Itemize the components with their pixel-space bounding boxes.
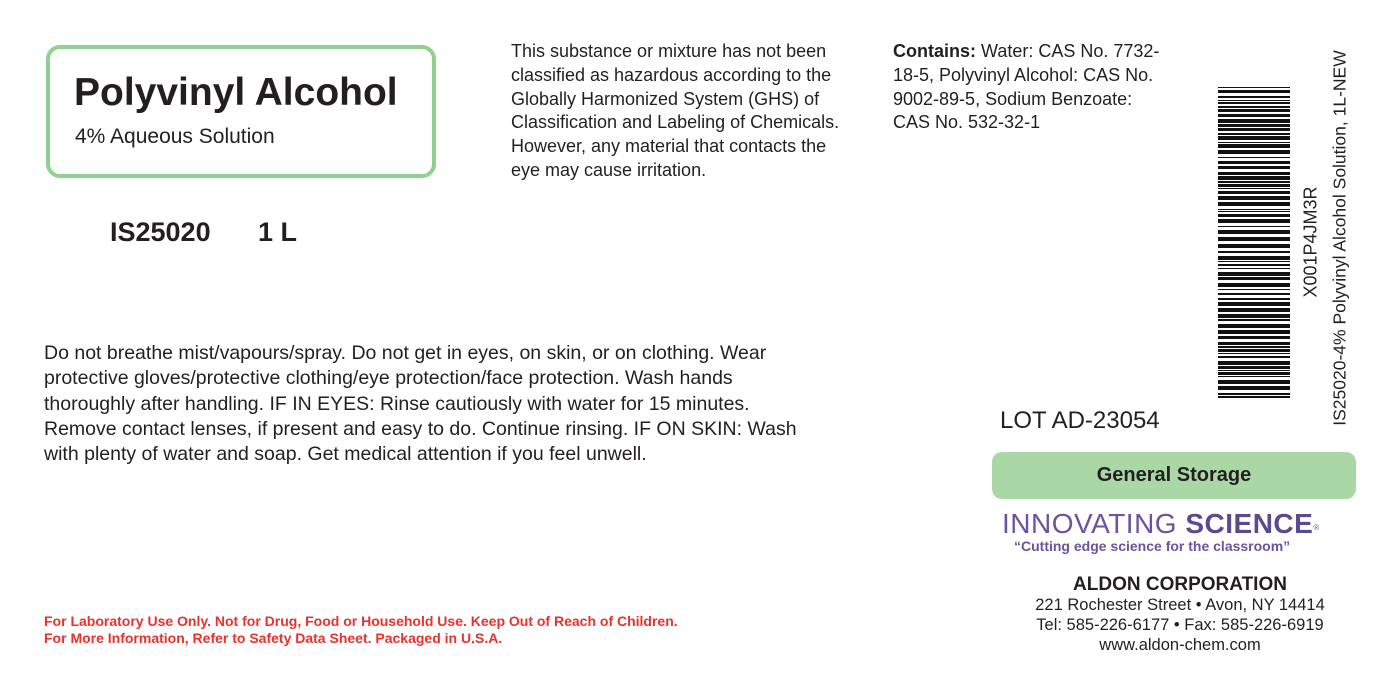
barcode-bar [1218,336,1290,339]
barcode-bar [1218,324,1290,328]
barcode-bar [1218,346,1290,348]
barcode-bar [1218,372,1290,375]
barcode-bar [1218,302,1290,306]
barcode-bar [1218,102,1290,104]
barcode-bar [1218,380,1290,384]
barcode-bar [1218,353,1290,354]
barcode-bar [1218,142,1290,143]
barcode-bar [1218,176,1290,180]
barcode-bar [1218,96,1290,98]
storage-badge: General Storage [992,452,1356,499]
barcode-bar [1218,90,1290,93]
barcode-bar [1218,136,1290,140]
contains-label: Contains: [893,41,976,61]
brand-tagline: “Cutting edge science for the classroom” [1014,538,1291,554]
barcode-bar [1218,150,1290,154]
barcode-bar [1218,166,1290,169]
product-title-box [46,45,436,178]
barcode-bar [1218,133,1290,135]
barcode-bar [1218,100,1290,101]
barcode-bar [1218,366,1290,369]
volume: 1 L [258,217,298,247]
company-name: ALDON CORPORATION [1073,574,1287,595]
brand-logo [1002,508,1320,540]
footer-warning-line-2: For More Information, Refer to Safety Data Sheet. Packaged in U.S.A. [44,630,503,646]
barcode-bar [1218,119,1290,123]
company-address: 221 Rochester Street • Avon, NY 14414 [1035,596,1325,614]
barcode-bar [1218,157,1290,158]
barcode-bar [1218,144,1290,148]
barcode-id: X001P4JM3R [1300,186,1321,298]
brand-word-1: INNOVATING [1002,508,1178,539]
barcode-bar [1218,393,1290,395]
brand-word-2: SCIENCE [1185,508,1314,539]
lot-number: LOT AD-23054 [1000,407,1160,434]
footer-warning [44,613,834,647]
barcode-bar [1218,124,1290,127]
fba-label: IS25020-4% Polyvinyl Alcohol Solution, 1L-NEW [1329,49,1350,426]
barcode-bar [1218,376,1290,377]
barcode-bar [1218,342,1290,345]
contains-text: Water: CAS No. 7732-18-5, Polyvinyl Alcohol: CAS No. 9002-89-5, Sodium Benzoate: CAS No. 532-32-1 [893,41,1160,133]
barcode-bar [1218,109,1290,112]
footer-warning-line-1: For Laboratory Use Only. Not for Drug, Food or Household Use. Keep Out of Reach of Children. [44,613,678,629]
contains-statement [893,40,1173,135]
barcode-bar [1218,161,1290,164]
company-info [1000,575,1360,655]
ghs-statement: This substance or mixture has not been classified as hazardous according to the Globally Harmonized System (GHS) of Classification and Labeling of Chemicals. However, any material that contacts the eye may cause irritation. [511,41,840,180]
product-subtitle: 4% Aqueous Solution [75,125,275,148]
barcode-bar [1218,128,1290,131]
barcode-bar [1218,330,1290,334]
company-phone: Tel: 585-226-6177 • Fax: 585-226-6919 [1036,616,1324,634]
catalog-number: IS25020 [110,217,211,247]
barcode-bar [1218,172,1290,175]
precautionary-statements: Do not breathe mist/vapours/spray. Do not get in eyes, on skin, or on clothing. Wear protective gloves/protective clothing/eye protection/face protection. Wash hands thoroughly after handling. IF IN EYES: Rinse cautiously with water for 15 minutes. Remove contact lenses, if present and easy to do. Continue rinsing. IF ON SKIN: Wash with plenty of water and soap. Get medical attention if you feel unwell. [44,342,797,466]
barcode-bar [1218,356,1290,358]
barcode-bar [1218,319,1290,321]
product-name: Polyvinyl Alcohol [74,71,398,114]
barcode-bar [1218,349,1290,352]
barcode-bar [1218,106,1290,108]
barcode-bar [1218,314,1290,318]
barcode-bar [1218,370,1290,371]
company-website: www.aldon-chem.com [1099,636,1261,654]
barcode-bar [1218,386,1290,390]
barcode-bar [1218,361,1290,365]
barcode-bar [1218,87,1290,88]
registered-mark: ® [1313,523,1320,532]
barcode-bar [1218,114,1290,117]
fba-label-wrap [1295,40,1385,435]
barcode-bar [1218,308,1290,312]
barcode-bar [1218,396,1290,398]
